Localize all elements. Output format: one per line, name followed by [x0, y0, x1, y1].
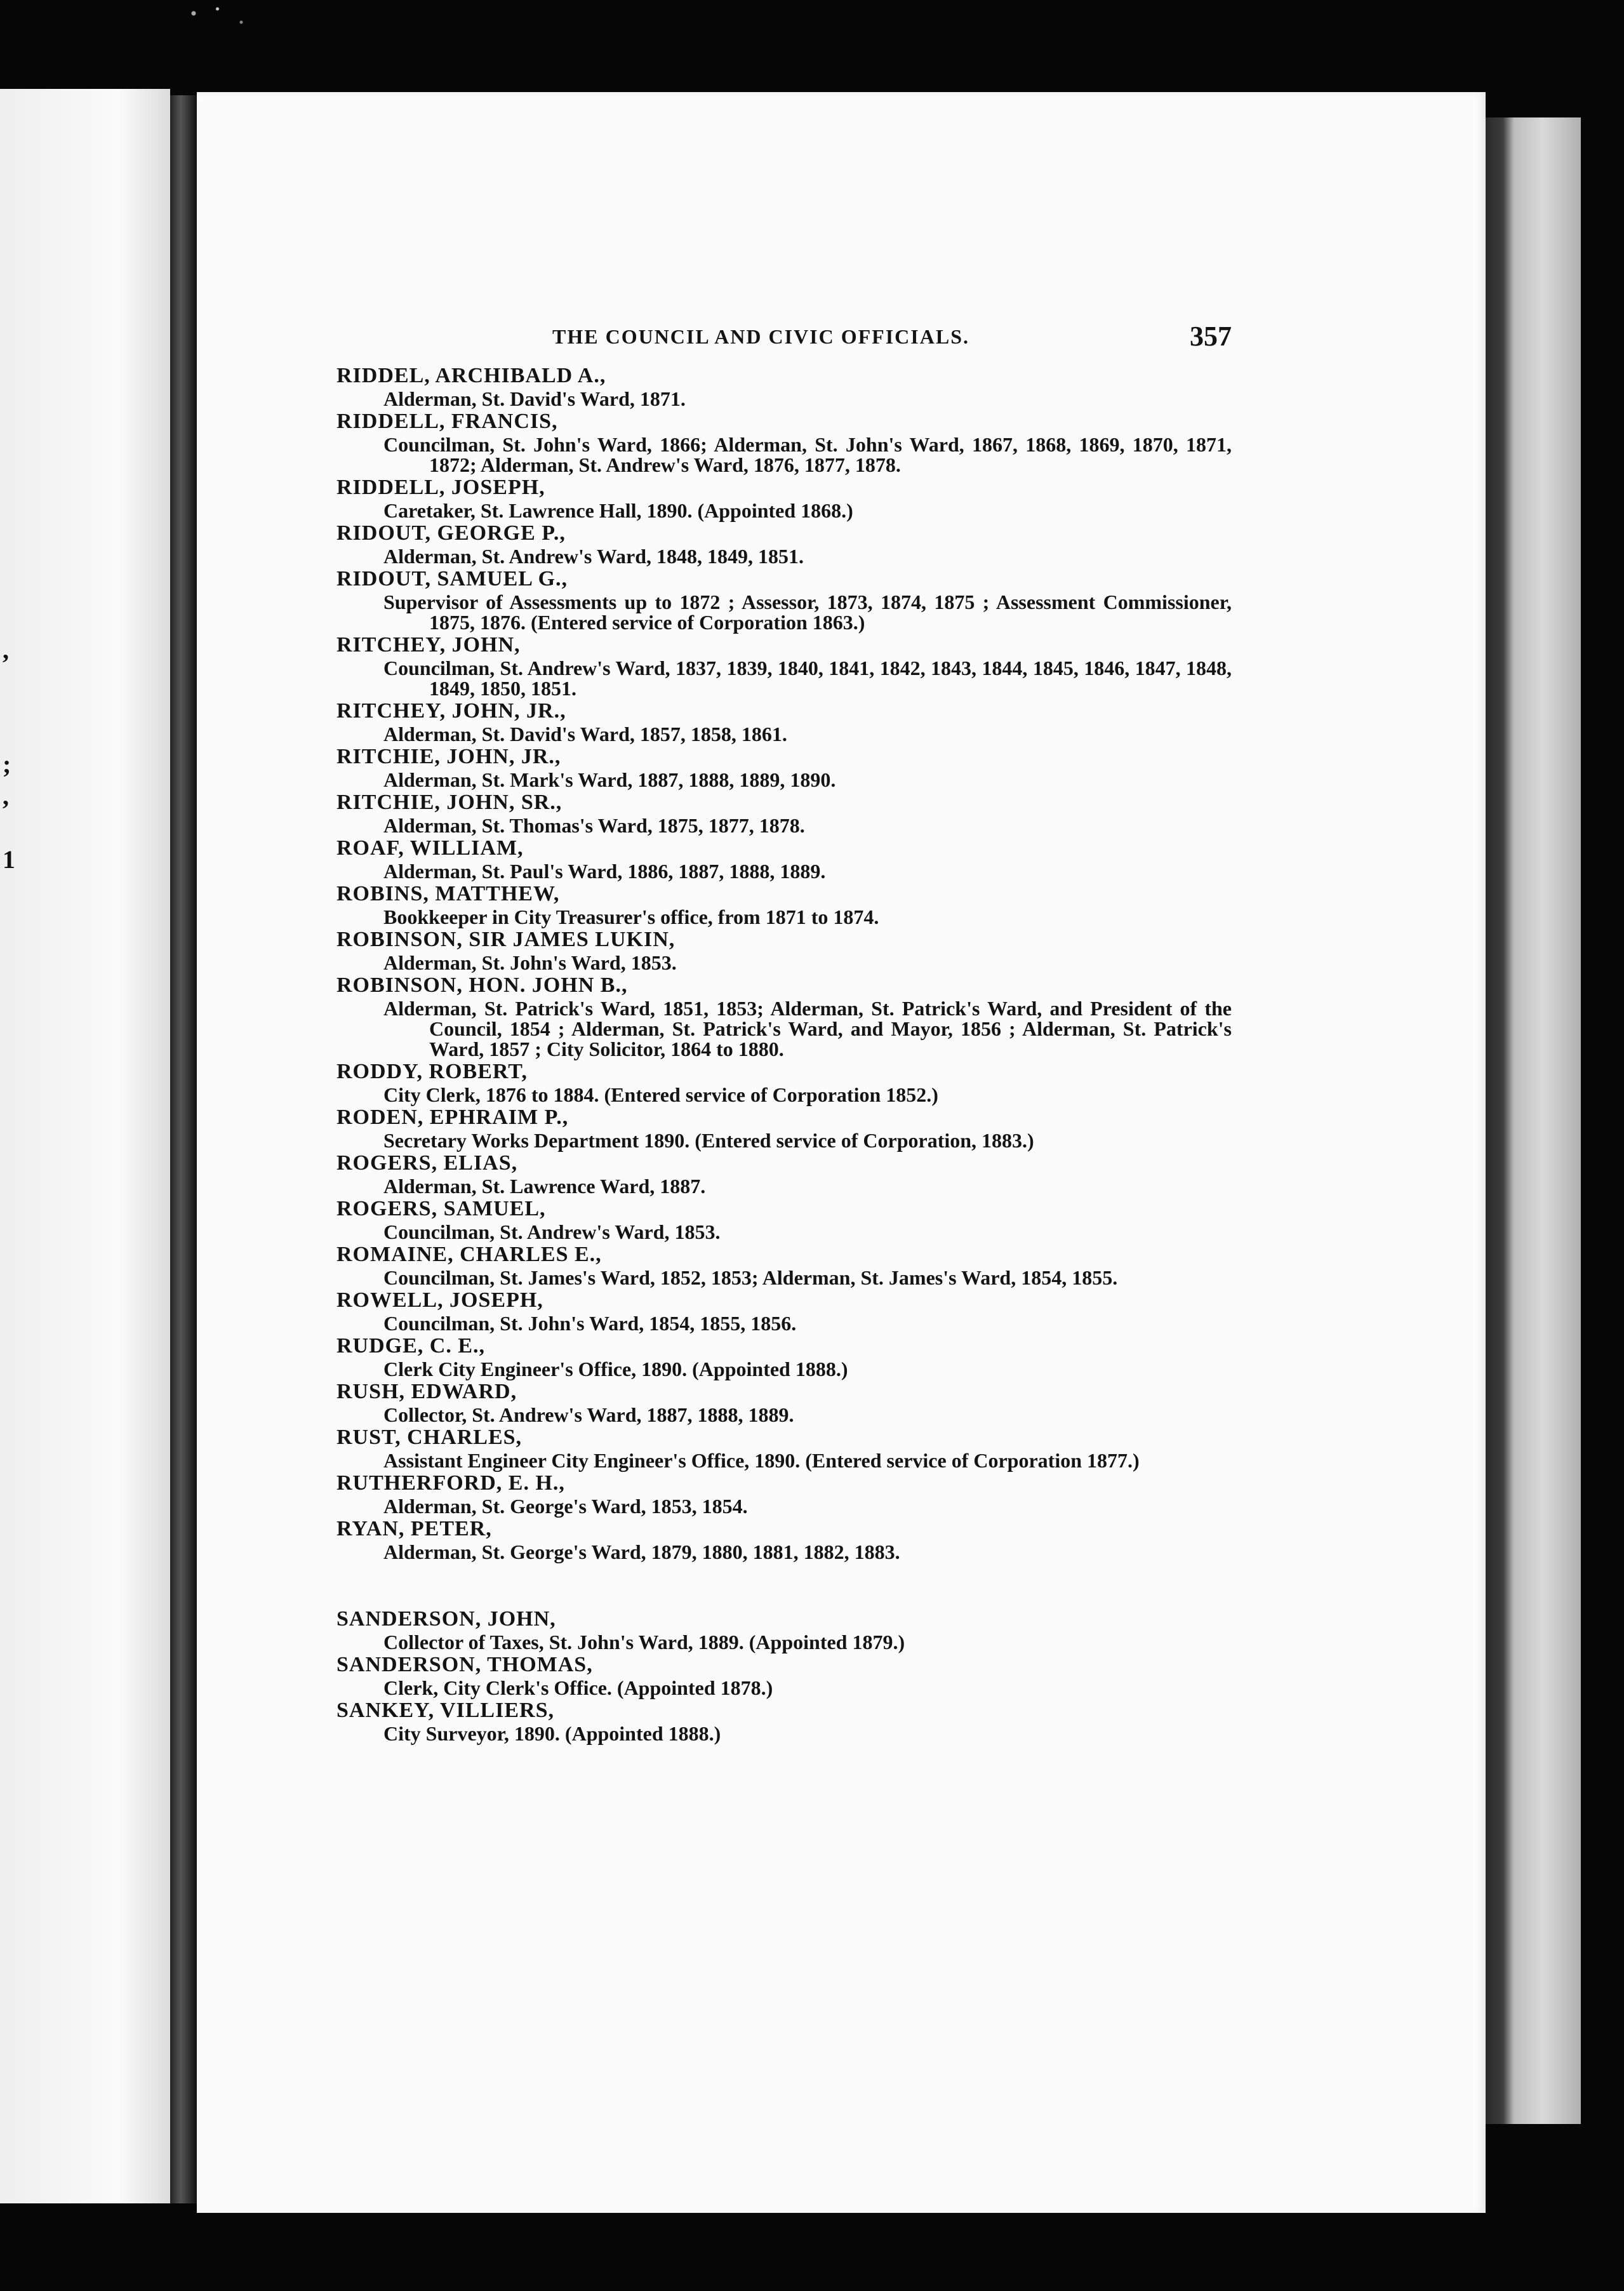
- entry-name: RITCHEY, JOHN, JR.,: [336, 699, 566, 723]
- entry-name: SANKEY, VILLIERS,: [336, 1699, 554, 1722]
- entry-description: City Clerk, 1876 to 1884. (Entered service of Corporation 1852.): [383, 1083, 938, 1106]
- entries-list-r: [336, 363, 1232, 1562]
- entry-name: RITCHEY, JOHN,: [336, 633, 521, 657]
- entry-name: RUSH, EDWARD,: [336, 1380, 517, 1403]
- entry-name: RIDDEL, ARCHIBALD A.,: [336, 364, 606, 387]
- directory-entry: [336, 521, 1232, 566]
- entry-name: SANDERSON, THOMAS,: [336, 1653, 593, 1676]
- directory-entry: [336, 881, 1232, 927]
- entry-name: ROWELL, JOSEPH,: [336, 1288, 543, 1312]
- entry-description: Alderman, St. Mark's Ward, 1887, 1888, 1889, 1890.: [383, 768, 836, 791]
- directory-entry: [336, 1652, 1232, 1698]
- book-gutter: [170, 95, 197, 2203]
- entry-description: Councilman, St. Andrew's Ward, 1853.: [383, 1220, 721, 1243]
- facing-page-mark: 1: [3, 845, 15, 874]
- entry-description: Bookkeeper in City Treasurer's office, from 1871 to 1874.: [383, 905, 879, 928]
- directory-entry: [336, 836, 1232, 881]
- directory-entry: [336, 1196, 1232, 1242]
- entry-name: RODDY, ROBERT,: [336, 1060, 528, 1083]
- entry-description: Alderman, St. George's Ward, 1853, 1854.: [383, 1495, 748, 1518]
- running-head-title: THE COUNCIL AND CIVIC OFFICIALS.: [552, 325, 969, 348]
- entry-description: Alderman, St. Paul's Ward, 1886, 1887, 1888, 1889.: [383, 860, 826, 883]
- entry-name: RITCHIE, JOHN, SR.,: [336, 791, 562, 814]
- entry-description: Clerk City Engineer's Office, 1890. (Appointed 1888.): [383, 1358, 848, 1380]
- entry-name: ROAF, WILLIAM,: [336, 836, 524, 860]
- entry-description: Alderman, St. Lawrence Ward, 1887.: [383, 1175, 706, 1198]
- entry-description: Councilman, St. Andrew's Ward, 1837, 1839, 1840, 1841, 1842, 1843, 1844, 1845, 1846, 1847, 1848, 1849, 1850, 1851.: [383, 657, 1232, 700]
- entry-name: ROBINS, MATTHEW,: [336, 882, 560, 905]
- section-gap: [336, 1562, 1232, 1605]
- facing-page-mark: ,: [3, 636, 9, 664]
- entry-description: Alderman, St. Thomas's Ward, 1875, 1877, 1878.: [383, 814, 805, 837]
- running-head: [336, 317, 1232, 362]
- entry-name: RODEN, EPHRAIM P.,: [336, 1105, 569, 1129]
- directory-entry: [336, 1059, 1232, 1105]
- directory-entry: [336, 1471, 1232, 1516]
- entry-name: RUTHERFORD, E. H.,: [336, 1471, 565, 1495]
- entry-description: Clerk, City Clerk's Office. (Appointed 1878.): [383, 1676, 773, 1699]
- entry-name: RIDOUT, GEORGE P.,: [336, 521, 566, 545]
- entry-description: City Surveyor, 1890. (Appointed 1888.): [383, 1722, 721, 1745]
- directory-entry: [336, 475, 1232, 521]
- directory-entry: [336, 698, 1232, 744]
- directory-entry: [336, 363, 1232, 409]
- entry-name: ROBINSON, SIR JAMES LUKIN,: [336, 928, 676, 951]
- entry-description: Councilman, St. John's Ward, 1854, 1855, 1856.: [383, 1312, 797, 1335]
- directory-entry: [336, 1333, 1232, 1379]
- directory-entry: [336, 1379, 1232, 1425]
- entry-name: RUDGE, C. E.,: [336, 1334, 486, 1358]
- entry-description: Secretary Works Department 1890. (Entered service of Corporation, 1883.): [383, 1129, 1034, 1152]
- entry-name: RYAN, PETER,: [336, 1517, 492, 1540]
- directory-entry: [336, 1105, 1232, 1151]
- entry-name: RIDDELL, JOSEPH,: [336, 476, 545, 499]
- directory-entry: [336, 1516, 1232, 1562]
- entry-description: Alderman, St. Patrick's Ward, 1851, 1853; Alderman, St. Patrick's Ward, and President of the Council, 1854 ; Alderman, St. Patrick's Ward, and Mayor, 1856 ; Alderman, St. Patrick's Ward, 1857 ; City Solicitor, 1864 to 1880.: [383, 997, 1232, 1060]
- entry-description: Alderman, St. Andrew's Ward, 1848, 1849, 1851.: [383, 545, 804, 568]
- entry-name: ROBINSON, HON. JOHN B.,: [336, 973, 628, 997]
- entry-description: Alderman, St. John's Ward, 1853.: [383, 951, 677, 974]
- entry-description: Caretaker, St. Lawrence Hall, 1890. (Appointed 1868.): [383, 499, 853, 522]
- directory-entry: [336, 1425, 1232, 1471]
- entry-name: SANDERSON, JOHN,: [336, 1607, 556, 1631]
- entry-description: Alderman, St. David's Ward, 1857, 1858, 1861.: [383, 723, 787, 745]
- facing-page-mark: ;: [3, 750, 11, 778]
- directory-entry: [336, 973, 1232, 1059]
- directory-entry: [336, 632, 1232, 698]
- directory-entry: [336, 790, 1232, 836]
- entry-description: Collector, St. Andrew's Ward, 1887, 1888, 1889.: [383, 1403, 794, 1426]
- entry-description: Collector of Taxes, St. John's Ward, 1889. (Appointed 1879.): [383, 1631, 905, 1653]
- directory-entry: [336, 1151, 1232, 1196]
- entry-name: RIDDELL, FRANCIS,: [336, 410, 558, 433]
- entry-name: RUST, CHARLES,: [336, 1426, 522, 1449]
- page-stack-edge: [1486, 117, 1581, 2124]
- directory-entry: [336, 409, 1232, 475]
- directory-entry: [336, 1288, 1232, 1333]
- page-content: [336, 317, 1232, 1744]
- entry-name: RIDOUT, SAMUEL G.,: [336, 567, 568, 591]
- entry-description: Supervisor of Assessments up to 1872 ; Assessor, 1873, 1874, 1875 ; Assessment Commissioner, 1875, 1876. (Entered service of Corporation 1863.): [383, 591, 1232, 634]
- entry-name: ROMAINE, CHARLES E.,: [336, 1243, 602, 1266]
- entry-description: Councilman, St. John's Ward, 1866; Alderman, St. John's Ward, 1867, 1868, 1869, 1870, 1871, 1872; Alderman, St. Andrew's Ward, 1876, 1877, 1878.: [383, 433, 1232, 476]
- directory-entry: [336, 744, 1232, 790]
- facing-page-edge: [0, 89, 170, 2203]
- entry-description: Councilman, St. James's Ward, 1852, 1853; Alderman, St. James's Ward, 1854, 1855.: [383, 1266, 1118, 1289]
- directory-entry: [336, 1606, 1232, 1652]
- entry-description: Alderman, St. George's Ward, 1879, 1880, 1881, 1882, 1883.: [383, 1540, 900, 1563]
- directory-entry: [336, 1698, 1232, 1744]
- entry-name: ROGERS, ELIAS,: [336, 1151, 518, 1175]
- directory-entry: [336, 1242, 1232, 1288]
- entry-description: Assistant Engineer City Engineer's Office, 1890. (Entered service of Corporation 1877.): [383, 1449, 1140, 1472]
- directory-entry: [336, 927, 1232, 973]
- scan-noise: [146, 0, 305, 44]
- directory-entry: [336, 566, 1232, 632]
- facing-page-mark: ,: [3, 782, 9, 810]
- entry-name: RITCHIE, JOHN, JR.,: [336, 745, 561, 768]
- entry-name: ROGERS, SAMUEL,: [336, 1197, 546, 1220]
- entries-list-s: [336, 1606, 1232, 1744]
- page-number: 357: [1190, 321, 1232, 352]
- entry-description: Alderman, St. David's Ward, 1871.: [383, 387, 686, 410]
